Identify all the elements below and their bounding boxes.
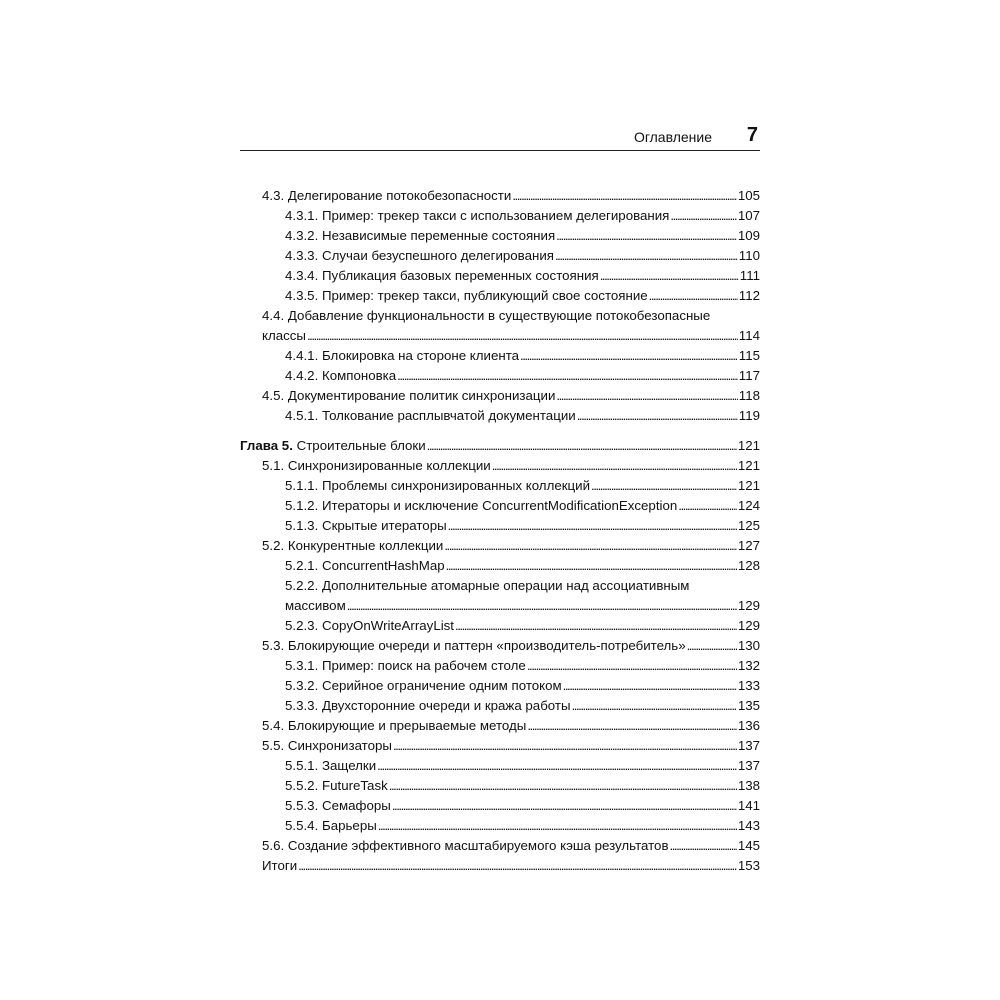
toc-entry-5-5-1: 5.5.1. Защелки . . . 137 [240,756,760,776]
toc-entry-4-3: 4.3. Делегирование потокобезопасности . . . 105 [240,186,760,206]
toc-entry-5-3: 5.3. Блокирующие очереди и паттерн «производитель-потребитель» . . . 130 [240,636,760,656]
toc-entry-chapter-5: Глава 5. Строительные блоки . . . 121 [240,436,760,456]
toc-entry-5-5-2: 5.5.2. FutureTask . . . 138 [240,776,760,796]
toc-entry-5-3-1: 5.3.1. Пример: поиск на рабочем столе . . . 132 [240,656,760,676]
toc-entry-summary: Итоги . . . 153 [240,856,760,876]
toc-entry-5-3-3: 5.3.3. Двухсторонние очереди и кража работы . . . 135 [240,696,760,716]
toc-entry-5-2: 5.2. Конкурентные коллекции . . . 127 [240,536,760,556]
toc-entry-5-1-3: 5.1.3. Скрытые итераторы . . . 125 [240,516,760,536]
toc-entry-5-2-2: 5.2.2. Дополнительные атомарные операции над ассоциативным массивом . . . 129 [240,576,760,616]
toc-entry-5-1-2: 5.1.2. Итераторы и исключение ConcurrentModificationException . . . 124 [240,496,760,516]
toc-entry-4-3-4: 4.3.4. Публикация базовых переменных состояния . . . 111 [240,266,760,286]
toc-entry-5-5-3: 5.5.3. Семафоры . . . 141 [240,796,760,816]
toc-entry-5-1: 5.1. Синхронизированные коллекции . . . 121 [240,456,760,476]
toc-entry-4-3-1: 4.3.1. Пример: трекер такси с использованием делегирования . . . 107 [240,206,760,226]
page-number: 7 [746,124,758,146]
toc-entry-4-5: 4.5. Документирование политик синхронизации . . . 118 [240,386,760,406]
toc-entry-5-4: 5.4. Блокирующие и прерываемые методы . . . 136 [240,716,760,736]
toc-entry-5-5: 5.5. Синхронизаторы . . . 137 [240,736,760,756]
toc-entry-5-3-2: 5.3.2. Серийное ограничение одним потоком . . . 133 [240,676,760,696]
toc-entry-5-6: 5.6. Создание эффективного масштабируемого кэша результатов . . . 145 [240,836,760,856]
toc-entry-4-4: 4.4. Добавление функциональности в существующие потокобезопасные классы . . . 114 [240,306,760,346]
toc-entry-5-2-1: 5.2.1. ConcurrentHashMap . . . 128 [240,556,760,576]
running-header [240,126,760,151]
toc-entry-4-4-1: 4.4.1. Блокировка на стороне клиента . . . 115 [240,346,760,366]
toc-entry-4-5-1: 4.5.1. Толкование расплывчатой документации . . . 119 [240,406,760,426]
toc-entry-5-2-3: 5.2.3. CopyOnWriteArrayList . . . 129 [240,616,760,636]
toc-entry-4-3-3: 4.3.3. Случаи безуспешного делегирования . . . 110 [240,246,760,266]
table-of-contents [240,186,760,876]
toc-entry-4-3-5: 4.3.5. Пример: трекер такси, публикующий свое состояние . . . 112 [240,286,760,306]
toc-entry-5-1-1: 5.1.1. Проблемы синхронизированных коллекций . . . 121 [240,476,760,496]
header-title: Оглавление [633,129,712,145]
toc-entry-4-4-2: 4.4.2. Компоновка . . . 117 [240,366,760,386]
toc-entry-5-5-4: 5.5.4. Барьеры . . . 143 [240,816,760,836]
toc-entry-4-3-2: 4.3.2. Независимые переменные состояния . . . 109 [240,226,760,246]
